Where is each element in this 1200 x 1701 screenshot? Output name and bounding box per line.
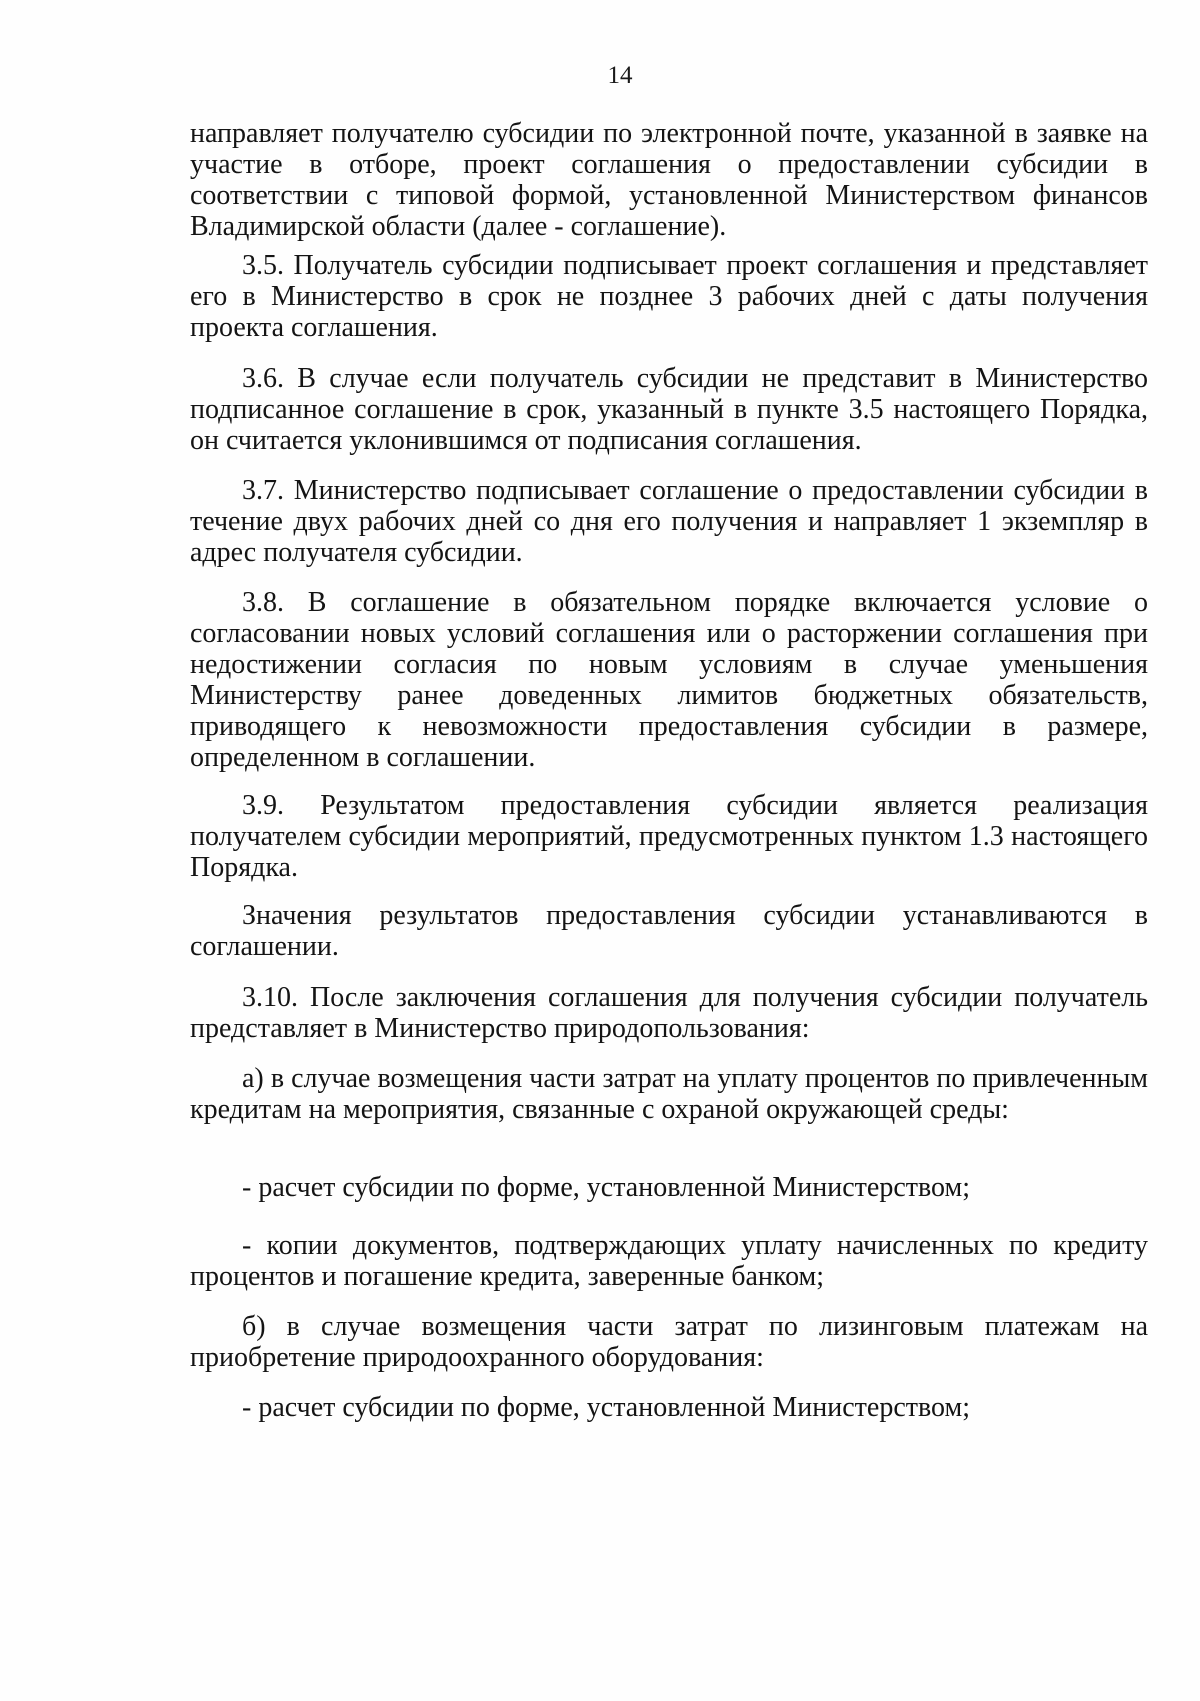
page-number: 14 <box>607 62 633 89</box>
paragraph-results-values: Значения результатов предоставления субсидии устанавливаются в соглашении. <box>190 900 1148 962</box>
list-item-calculation: - расчет субсидии по форме, установленной Министерством; <box>242 1172 970 1203</box>
paragraph-item-a: а) в случае возмещения части затрат на уплату процентов по привлеченным кредитам на мероприятия, связанные с охраной окружающей среды: <box>190 1063 1148 1125</box>
paragraph-3-9: 3.9. Результатом предоставления субсидии является реализация получателем субсидии мероприятий, предусмотренных пунктом 1.3 настоящего Порядка. <box>190 790 1148 883</box>
list-item-document-copies: - копии документов, подтверждающих уплату начисленных по кредиту процентов и погашение кредита, заверенные банком; <box>190 1230 1148 1292</box>
paragraph-item-b: б) в случае возмещения части затрат по лизинговым платежам на приобретение природоохранного оборудования: <box>190 1311 1148 1373</box>
paragraph-3-6: 3.6. В случае если получатель субсидии не представит в Министерство подписанное соглашение в срок, указанный в пункте 3.5 настоящего Порядка, он считается уклонившимся от подписания соглашения. <box>190 363 1148 456</box>
paragraph-continuation: направляет получателю субсидии по электронной почте, указанной в заявке на участие в отборе, проект соглашения о предоставлении субсидии в соответствии с типовой формой, установленной Министерством финансов Владимирской области (далее - соглашение). <box>190 118 1148 242</box>
list-item-calculation-2: - расчет субсидии по форме, установленной Министерством; <box>242 1392 970 1423</box>
paragraph-3-5: 3.5. Получатель субсидии подписывает проект соглашения и представляет его в Министерство в срок не позднее 3 рабочих дней с даты получения проекта соглашения. <box>190 250 1148 343</box>
paragraph-3-10: 3.10. После заключения соглашения для получения субсидии получатель представляет в Министерство природопользования: <box>190 982 1148 1044</box>
paragraph-3-7: 3.7. Министерство подписывает соглашение о предоставлении субсидии в течение двух рабочих дней со дня его получения и направляет 1 экземпляр в адрес получателя субсидии. <box>190 475 1148 568</box>
paragraph-3-8: 3.8. В соглашение в обязательном порядке включается условие о согласовании новых условий соглашения или о расторжении соглашения при недостижении согласия по новым условиям в случае уменьшения Министерству ранее доведенных лимитов бюджетных обязательств, приводящего к невозможности предоставления субсидии в размере, определенном в соглашении. <box>190 587 1148 773</box>
